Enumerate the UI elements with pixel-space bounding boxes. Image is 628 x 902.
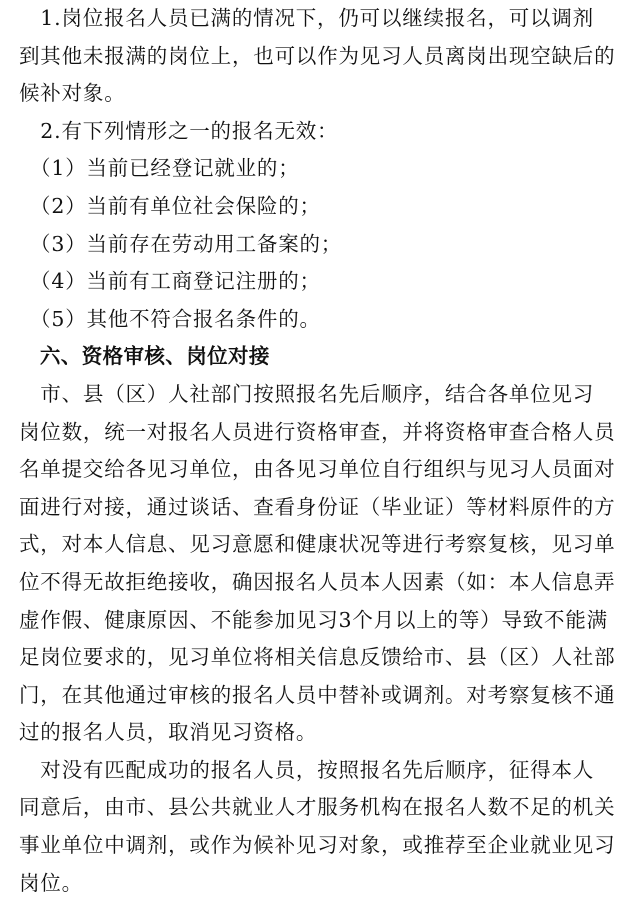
invalid-condition-5: （5）其他不符合报名条件的。 (19, 306, 321, 331)
unmatched-paragraph-line-2: 同意后，由市、县公共就业人才服务机构在报名人数不足的机关 (19, 795, 616, 820)
paragraph-1-line-2: 到其他未报满的岗位上，也可以作为见习人员离岗出现空缺后的 (19, 43, 616, 68)
section-paragraph-line-7: 虚作假、健康原因、不能参加见习3个月以上的等）导致不能满 (19, 607, 608, 632)
document-page (19, 0, 616, 902)
paragraph-1-line-1: 1.岗位报名人员已满的情况下，仍可以继续报名，可以调剂 (19, 6, 594, 30)
invalid-condition-1: （1）当前已经登记就业的； (19, 156, 300, 181)
invalid-condition-3: （3）当前存在劳动用工备案的； (19, 231, 343, 256)
unmatched-paragraph-line-1: 对没有匹配成功的报名人员，按照报名先后顺序，征得本人 (19, 757, 595, 782)
unmatched-paragraph-line-4: 岗位。 (19, 870, 83, 895)
invalid-condition-2: （2）当前有单位社会保险的； (19, 193, 321, 218)
section-paragraph-line-1: 市、县（区）人社部门按照报名先后顺序，结合各单位见习 (19, 381, 595, 406)
section-paragraph-line-3: 名单提交给各见习单位，由各见习单位自行组织与见习人员面对 (19, 457, 616, 482)
section-heading-qualification-review: 六、资格审核、岗位对接 (19, 344, 270, 369)
invalid-conditions-intro: 2.有下列情形之一的报名无效： (19, 118, 339, 143)
section-paragraph-line-9: 门，在其他通过审核的报名人员中替补或调剂。对考察复核不通 (19, 682, 616, 707)
section-paragraph-line-10: 过的报名人员，取消见习资格。 (19, 720, 318, 745)
section-paragraph-line-6: 位不得无故拒绝接收，确因报名人员本人因素（如：本人信息弄 (19, 569, 616, 594)
section-paragraph-line-8: 足岗位要求的，见习单位将相关信息反馈给市、县（区）人社部 (19, 645, 616, 670)
section-paragraph-line-4: 面进行对接，通过谈话、查看身份证（毕业证）等材料原件的方 (19, 494, 616, 519)
section-paragraph-line-2: 岗位数，统一对报名人员进行资格审查，并将资格审查合格人员 (19, 419, 616, 444)
invalid-condition-4: （4）当前有工商登记注册的； (19, 269, 321, 294)
unmatched-paragraph-line-3: 事业单位中调剂，或作为候补见习对象，或推荐至企业就业见习 (19, 833, 616, 858)
section-paragraph-line-5: 式，对本人信息、见习意愿和健康状况等进行考察复核，见习单 (19, 532, 616, 557)
paragraph-1-line-3: 候补对象。 (19, 81, 126, 106)
